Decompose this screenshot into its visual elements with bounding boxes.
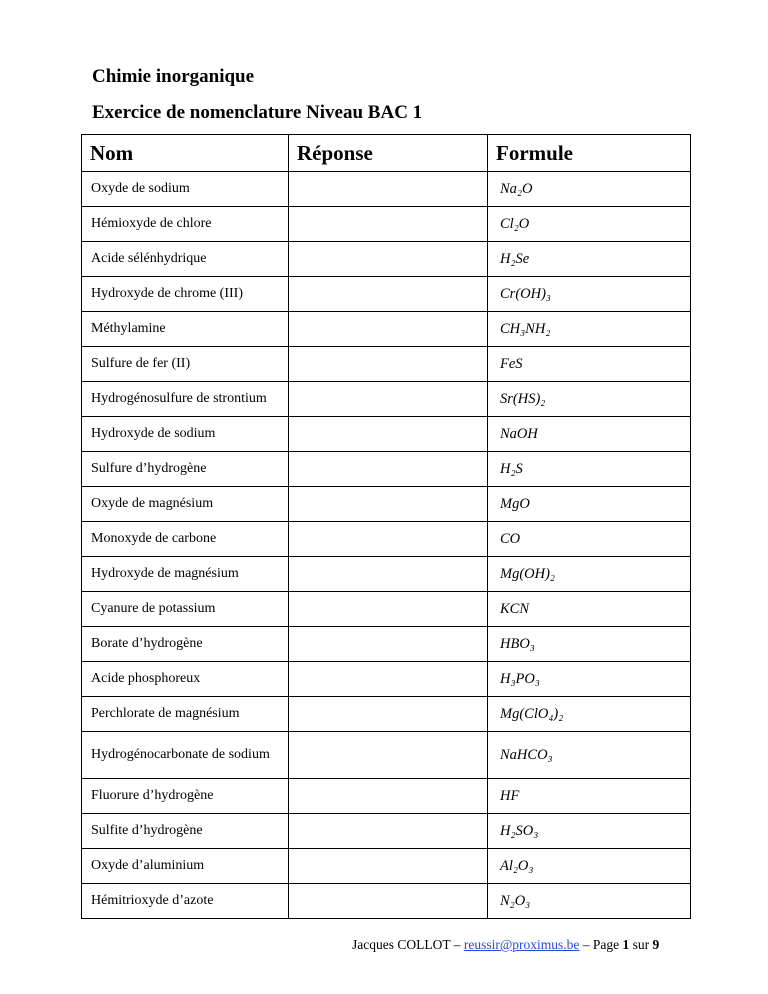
table-row [82, 884, 691, 919]
page-title: Chimie inorganique [92, 66, 255, 87]
table-row [82, 452, 691, 487]
answer-cell[interactable] [289, 557, 488, 592]
table-row [82, 277, 691, 312]
row-name-cell: Oxyde d’aluminium [82, 849, 289, 884]
row-name-cell: Hydroxyde de chrome (III) [82, 277, 289, 312]
answer-cell[interactable] [289, 627, 488, 662]
column-header-nom: Nom [82, 135, 289, 172]
row-formula-cell: Al₂O₃ [488, 849, 691, 884]
row-formula-cell: H₃PO₃ [488, 662, 691, 697]
row-name-cell: Fluorure d’hydrogène [82, 779, 289, 814]
row-name-cell: Oxyde de sodium [82, 172, 289, 207]
row-name-cell: Hydroxyde de magnésium [82, 557, 289, 592]
answer-cell[interactable] [289, 487, 488, 522]
answer-cell[interactable] [289, 312, 488, 347]
row-name-cell: Monoxyde de carbone [82, 522, 289, 557]
table-row [82, 347, 691, 382]
row-formula-cell: Na₂O [488, 172, 691, 207]
table-row [82, 662, 691, 697]
row-name-cell: Hémioxyde de chlore [82, 207, 289, 242]
answer-cell[interactable] [289, 172, 488, 207]
answer-cell[interactable] [289, 242, 488, 277]
row-formula-cell: CH₃NH₂ [488, 312, 691, 347]
row-name-cell: Hydrogénosulfure de strontium [82, 382, 289, 417]
answer-cell[interactable] [289, 814, 488, 849]
footer-page-label: Page [592, 937, 620, 952]
row-formula-cell: H₂S [488, 452, 691, 487]
row-name-cell: Sulfure d’hydrogène [82, 452, 289, 487]
answer-cell[interactable] [289, 347, 488, 382]
row-formula-cell: NaOH [488, 417, 691, 452]
row-formula-cell: Cr(OH)₃ [488, 277, 691, 312]
table-row [82, 417, 691, 452]
footer-total-pages: 9 [652, 937, 660, 952]
table-row [82, 627, 691, 662]
row-formula-cell: HF [488, 779, 691, 814]
answer-cell[interactable] [289, 732, 488, 779]
footer-separator: – [582, 937, 590, 952]
row-name-cell: Cyanure de potassium [82, 592, 289, 627]
row-name-cell: Perchlorate de magnésium [82, 697, 289, 732]
row-formula-cell: H₂Se [488, 242, 691, 277]
footer-author: Jacques COLLOT [352, 937, 451, 952]
footer-email-link[interactable]: reussir@proximus.be [463, 937, 580, 952]
answer-cell[interactable] [289, 592, 488, 627]
table-row [82, 557, 691, 592]
column-header-reponse: Réponse [289, 135, 488, 172]
table-header-row [82, 135, 691, 172]
row-formula-cell: Cl₂O [488, 207, 691, 242]
table-row [82, 732, 691, 779]
row-formula-cell: Mg(OH)₂ [488, 557, 691, 592]
nomenclature-table [81, 134, 691, 919]
column-header-formule: Formule [488, 135, 691, 172]
table-row [82, 522, 691, 557]
row-formula-cell: Sr(HS)₂ [488, 382, 691, 417]
row-formula-cell: CO [488, 522, 691, 557]
table-row [82, 487, 691, 522]
row-formula-cell: FeS [488, 347, 691, 382]
row-name-cell: Hémitrioxyde d’azote [82, 884, 289, 919]
answer-cell[interactable] [289, 849, 488, 884]
row-formula-cell: NaHCO₃ [488, 732, 691, 779]
footer-separator: – [453, 937, 461, 952]
row-name-cell: Acide phosphoreux [82, 662, 289, 697]
table-row [82, 814, 691, 849]
row-formula-cell: KCN [488, 592, 691, 627]
table-row [82, 382, 691, 417]
table-row [82, 207, 691, 242]
answer-cell[interactable] [289, 417, 488, 452]
answer-cell[interactable] [289, 779, 488, 814]
table-row [82, 697, 691, 732]
answer-cell[interactable] [289, 452, 488, 487]
table-row [82, 779, 691, 814]
table-row [82, 592, 691, 627]
row-name-cell: Sulfure de fer (II) [82, 347, 289, 382]
row-formula-cell: HBO₃ [488, 627, 691, 662]
row-name-cell: Méthylamine [82, 312, 289, 347]
table-row [82, 312, 691, 347]
row-name-cell: Hydrogénocarbonate de sodium [82, 732, 289, 779]
answer-cell[interactable] [289, 382, 488, 417]
page-subtitle: Exercice de nomenclature Niveau BAC 1 [92, 102, 423, 123]
row-name-cell: Acide sélénhydrique [82, 242, 289, 277]
row-name-cell: Oxyde de magnésium [82, 487, 289, 522]
row-formula-cell: MgO [488, 487, 691, 522]
answer-cell[interactable] [289, 277, 488, 312]
table-row [82, 172, 691, 207]
answer-cell[interactable] [289, 697, 488, 732]
row-formula-cell: Mg(ClO₄)₂ [488, 697, 691, 732]
row-name-cell: Borate d’hydrogène [82, 627, 289, 662]
table-row [82, 242, 691, 277]
answer-cell[interactable] [289, 522, 488, 557]
row-formula-cell: N₂O₃ [488, 884, 691, 919]
footer-page-number: 1 [622, 937, 630, 952]
page-footer [352, 937, 659, 953]
answer-cell[interactable] [289, 884, 488, 919]
answer-cell[interactable] [289, 662, 488, 697]
row-name-cell: Sulfite d’hydrogène [82, 814, 289, 849]
row-formula-cell: H₂SO₃ [488, 814, 691, 849]
footer-of-label: sur [632, 937, 650, 952]
row-name-cell: Hydroxyde de sodium [82, 417, 289, 452]
table-row [82, 849, 691, 884]
answer-cell[interactable] [289, 207, 488, 242]
